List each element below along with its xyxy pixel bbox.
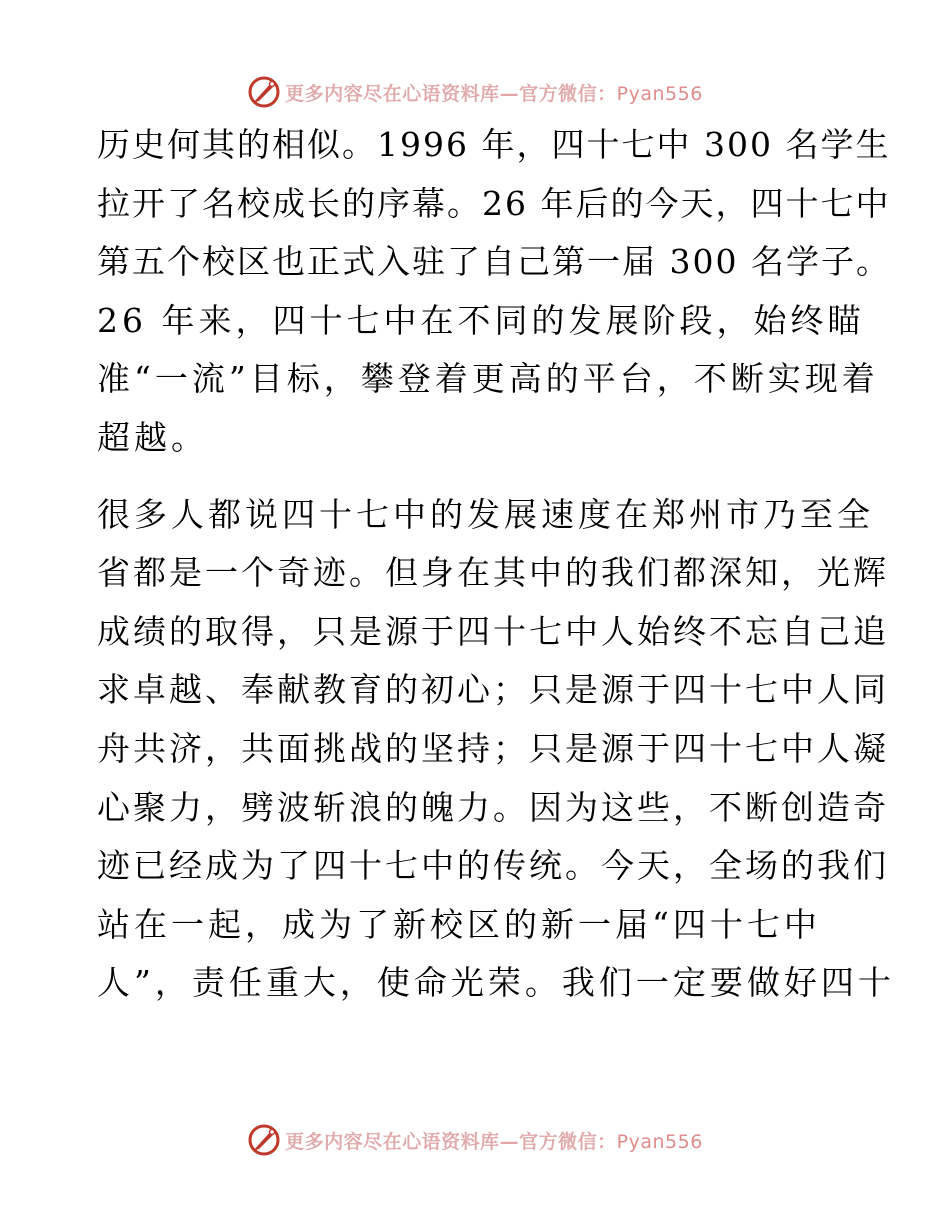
text-line: 拉开了名校成长的序幕。26 年后的今天，四十七中 [97, 183, 891, 223]
text-line: 26 年来，四十七中在不同的发展阶段，始终瞄 [97, 300, 865, 340]
quill-pen-logo-icon [247, 75, 281, 109]
text-line: 准“一流”目标，攀登着更高的平台，不断实现着 [97, 359, 879, 399]
text-line: 历史何其的相似。1996 年，四十七中 300 名学生 [97, 125, 891, 164]
text-line: 舟共济，共面挑战的坚持；只是源于四十七中人凝 [97, 728, 889, 768]
paragraph-2 [97, 486, 895, 1013]
footer-banner-label: 更多内容尽在心语资料库—官方微信： [285, 1130, 617, 1153]
footer-banner-text [285, 1127, 703, 1154]
text-line: 超越。 [97, 417, 208, 457]
text-line: 人”，责任重大，使命光荣。我们一定要做好四十 [97, 963, 895, 1003]
footer-banner [0, 1120, 950, 1160]
quill-pen-logo-icon [247, 1123, 281, 1157]
text-line: 求卓越、奉献教育的初心；只是源于四十七中人同 [97, 670, 889, 710]
document-body [97, 116, 895, 1013]
text-line: 迹已经成为了四十七中的传统。今天，全场的我们 [97, 846, 889, 886]
text-line: 第五个校区也正式入驻了自己第一届 300 名学子。 [97, 242, 891, 282]
header-banner [0, 72, 950, 112]
text-line: 站在一起，成为了新校区的新一届“四十七中 [97, 904, 821, 944]
text-line: 成绩的取得，只是源于四十七中人始终不忘自己追 [97, 611, 889, 651]
paragraph-1 [97, 116, 891, 468]
text-line: 心聚力，劈波斩浪的魄力。因为这些，不断创造奇 [97, 787, 889, 827]
header-banner-text [285, 79, 703, 106]
text-line: 很多人都说四十七中的发展速度在郑州市乃至全 [97, 494, 874, 534]
header-wechat-id: Pyan556 [616, 82, 703, 105]
text-line: 省都是一个奇迹。但身在其中的我们都深知，光辉 [97, 553, 889, 593]
header-banner-label: 更多内容尽在心语资料库—官方微信： [285, 82, 617, 105]
footer-wechat-id: Pyan556 [616, 1130, 703, 1153]
